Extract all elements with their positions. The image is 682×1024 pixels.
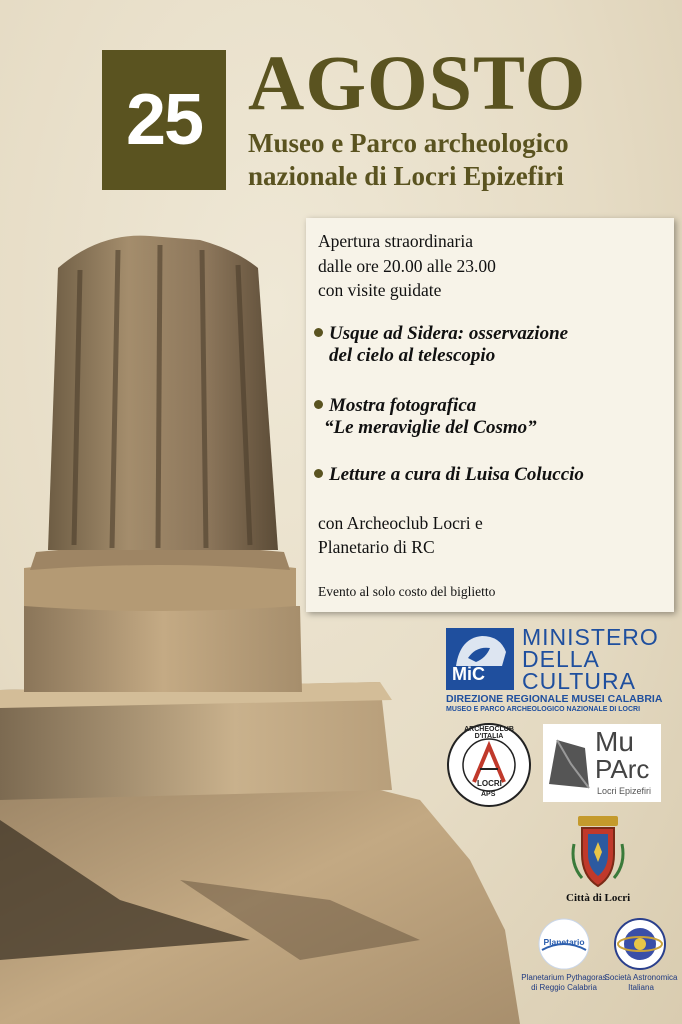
partners-line-2: Planetario di RC	[318, 537, 435, 557]
event-item-line-1: Letture a cura di Luisa Coluccio	[329, 464, 584, 485]
planetario-caption-line-2: di Reggio Calabria	[531, 983, 597, 992]
venue-title	[248, 127, 569, 193]
partners-line-1: con Archeoclub Locri e	[318, 513, 483, 533]
sai-caption-line-2: Italiana	[628, 983, 654, 992]
day-number: 25	[125, 80, 203, 160]
ministry-line-3: CULTURA	[522, 668, 636, 694]
muparc-mark-icon	[547, 734, 591, 794]
ministry-line-2: DELLA	[522, 646, 600, 672]
archeoclub-city-text: LOCRI	[477, 779, 502, 788]
muparc-parc-text: PArc	[595, 754, 650, 784]
sai-caption-line-1: Società Astronomica	[604, 973, 678, 982]
archeoclub-aps-text: APS	[481, 791, 496, 798]
muparc-mu-text: Mu	[595, 726, 634, 757]
mic-badge-text: MiC	[452, 664, 485, 684]
sai-caption	[604, 973, 678, 993]
event-item-line-2: del cielo al telescopio	[329, 345, 496, 366]
event-item-line-2: “Le meraviglie del Cosmo”	[324, 417, 537, 438]
guided-tours-line: con visite guidate	[318, 280, 442, 300]
sai-logo-icon	[614, 918, 666, 970]
museo-text: MUSEO E PARCO ARCHEOLOGICO NAZIONALE DI LOCRI	[446, 706, 641, 713]
event-item-readings	[314, 464, 584, 486]
bullet-icon	[314, 400, 323, 409]
ministry-line-1: MINISTERO	[522, 624, 659, 650]
muparc-logo	[543, 724, 661, 802]
archeoclub-ring-text: ARCHEOCLUB D'ITALIA	[464, 726, 514, 740]
muparc-sub-text: Locri Epizefiri	[597, 786, 652, 796]
venue-line-2: nazionale di Locri Epizefiri	[248, 161, 564, 191]
event-item-line-1: Mostra fotografica	[329, 395, 477, 416]
planetario-caption	[516, 973, 612, 993]
city-crest-label: Città di Locri	[566, 892, 631, 904]
planetario-badge-text: Planetario	[543, 937, 585, 947]
opening-line: Apertura straordinaria	[318, 231, 473, 251]
city-crest-icon	[568, 814, 628, 892]
hours-line: dalle ore 20.00 alle 23.00	[318, 256, 496, 276]
bullet-icon	[314, 469, 323, 478]
event-item-telescope	[314, 323, 568, 367]
event-item-exhibition	[314, 395, 537, 439]
ticket-note: Evento al solo costo del biglietto	[318, 584, 496, 599]
direzione-text: DIREZIONE REGIONALE MUSEI CALABRIA	[446, 693, 663, 705]
event-item-line-1: Usque ad Sidera: osservazione	[329, 323, 569, 344]
date-box	[102, 50, 226, 190]
month-title: AGOSTO	[248, 39, 587, 126]
planetario-caption-line-1: Planetarium Pythagoras	[521, 973, 607, 982]
bullet-icon	[314, 328, 323, 337]
venue-line-1: Museo e Parco archeologico	[248, 128, 569, 158]
